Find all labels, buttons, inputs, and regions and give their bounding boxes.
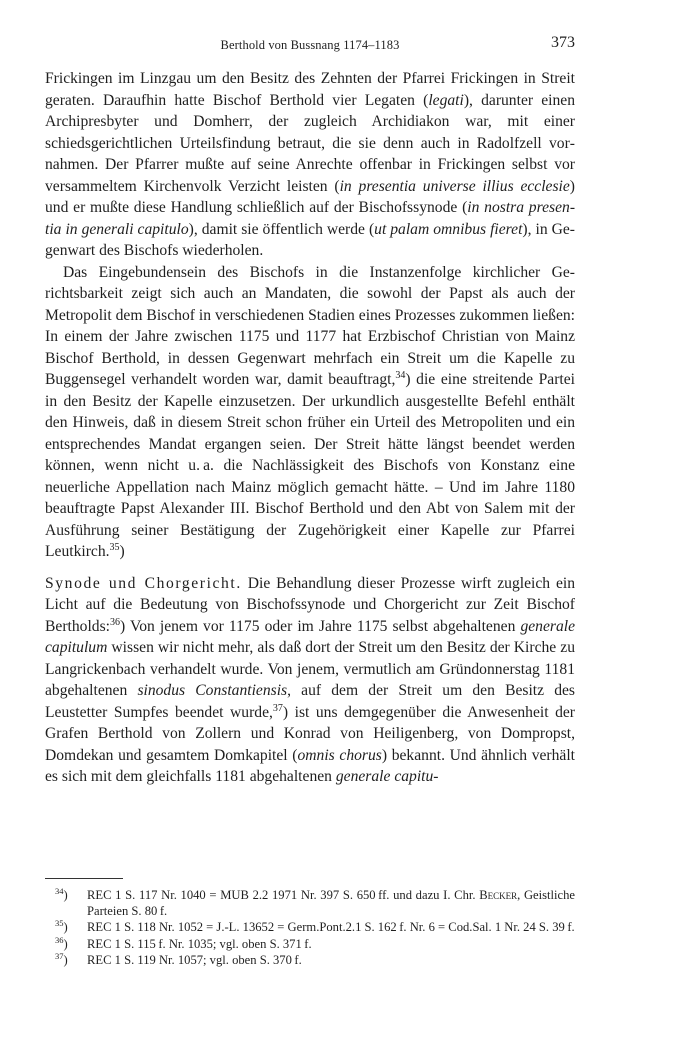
text-run: ) die eine streitende Partei in den Besitz der Kapelle einzusetzen. Der urkundlich ausgestellte Befehl enthält den Hinweis, daß in diesem Streit schon früher ein Urteil des Metropoliten und ein entsprechendes Mandat ergangen seien. Der Streit hätte längst beendet werden können, wenn nicht u. a. die Nachlässigkeit des Bischofs von Konstanz eine neuerliche Appellation nach Mainz möglich gemacht hätte. – Und im Jahre 1180 beauftragte Papst Alexander III. Bischof Berthold und den Abt von Salem mit der Ausführung seiner Bestätigung der Zugehörigkeit einer Kapelle zur Pfarrei Leutkirch. xyxy=(45,371,575,560)
text-run: ), in Gegenwart des Bischofs wiederholen. xyxy=(45,220,575,259)
page-header xyxy=(45,34,575,58)
text-run: , auf dem der Streit um den Besitz des Leustetter Sumpfes beendet wurde, xyxy=(45,682,576,721)
footnote-marker: $^{35}$) xyxy=(55,918,68,935)
footnotes xyxy=(45,887,575,968)
latin-quote: omnis chorus xyxy=(297,746,382,764)
footnote-text: REC 1 S. 118 Nr. 1052 = J.-L. 13652 = Germ.Pont.2.1 S. 162 f. Nr. 6 = Cod.Sal. 1 Nr. 24 S. 39 f. xyxy=(87,920,575,935)
text-run: ) ist uns demgegenüber die Anwesenheit der Grafen Berthold von Zollern und Konrad von Heiligenberg, von Dompropst, Domdekan und gesamtem Domkapitel ( xyxy=(45,703,575,764)
footnote-36 xyxy=(45,936,575,952)
footnote-number: 35 xyxy=(55,918,64,929)
latin-quote: generale capitulum xyxy=(45,617,575,656)
text-run: Frickingen im Linzgau um den Besitz des Zehnten der Pfarrei Frickingen in Streit geraten. Daraufhin hatte Bischof Berthold vier Legaten ( xyxy=(45,70,575,109)
latin-quote: generale capitu- xyxy=(335,768,439,785)
footnote-ref-35[interactable]: 35 xyxy=(109,542,120,553)
text-run: ) bekannt. Und ähnlich verhält es sich mit dem gleichfalls 1181 abgehaltenen xyxy=(45,746,575,785)
running-head: Berthold von Bussnang 1174–1183 xyxy=(220,38,400,52)
footnote-text: REC 1 S. 117 Nr. 1040 = MUB 2.2 1971 Nr. 397 S. 650 ff. und dazu I. Chr. xyxy=(87,888,480,902)
footnote-34 xyxy=(45,887,575,919)
footnote-text: REC 1 S. 119 Nr. 1057; vgl. oben S. 370 f. xyxy=(87,952,302,967)
footnote-35 xyxy=(45,919,575,935)
page-number: 373 xyxy=(551,34,575,51)
footnote-ref-36[interactable]: 36 xyxy=(109,616,120,628)
footnote-divider xyxy=(45,878,123,879)
footnote-marker: $^{36}$) xyxy=(55,934,68,951)
footnote-ref-37[interactable]: 37 xyxy=(272,702,283,714)
footnote-number: 34 xyxy=(55,886,64,896)
paragraph-1 xyxy=(45,68,575,262)
footnote-marker: $^{34}$) xyxy=(55,886,68,902)
text-run: ), darunter einen Archipresbyter und Domherr, der zugleich Archidiakon war, mit einer schiedsgerichtlichen Urteilsfindung betraut, die sie denn auch in Radolfzell vornahmen. Der Pfarrer mußte auf seine Anrechte offenbar in Frickingen selbst vor versammeltem Kirchenvolk Verzicht leisten ( xyxy=(45,91,576,195)
footnote-37 xyxy=(45,952,575,968)
footnote-text: REC 1 S. 115 f. Nr. 1035; vgl. oben S. 371 f. xyxy=(87,936,312,951)
text-run: Das Eingebundensein des Bischofs in die Instanzenfolge kirchlicher Gerichtsbarkeit zeigt sich auch an Mandaten, die sowohl der Papst als auch der Metropolit dem Bischof in verschiedenen Stadien eines Prozesses zukommen ließen: In einem der Jahre zwischen 1175 und 1177 hat Erzbischof Christian von Mainz Bischof Berthold, in dessen Gegenwart mehrfach ein Streit um die Kapelle zu Buggensegel verhandelt worden war, damit beauftragt, xyxy=(45,263,575,388)
text-run: wissen wir nicht mehr, als daß dort der Streit um den Besitz der Kirche zu Langrickenbach verhandelt wurde. Von jenem, vermutlich am Gründonnerstag 1181 abgehaltenen xyxy=(45,639,575,699)
main-text xyxy=(45,68,575,788)
latin-quote: in nostra presentia in generali capitulo xyxy=(45,199,576,238)
text-run: ) xyxy=(119,543,125,560)
footnote-marker: $^{37}$) xyxy=(55,950,68,967)
text-run: ), damit sie öffentlich werde ( xyxy=(188,220,375,238)
footnote-text: , Geistliche Parteien S. 80 f. xyxy=(87,888,576,919)
text-run: ) und er mußte diese Handlung schließlich auf der Bischofssynode ( xyxy=(45,177,575,216)
latin-quote: ut palam omnibus fieret xyxy=(374,220,523,238)
footnote-number: 37 xyxy=(55,950,64,961)
footnote-author: Becker xyxy=(479,888,518,902)
paragraph-3 xyxy=(45,573,575,788)
footnote-ref-34[interactable]: 34 xyxy=(395,370,406,381)
latin-quote: legati xyxy=(428,91,464,109)
section-heading: Synode und Chorgericht. xyxy=(45,574,242,592)
latin-quote: in presentia universe illius ecclesie xyxy=(339,177,570,195)
text-run: Die Behandlung dieser Prozesse wirft zugleich ein Licht auf die Bedeutung von Bischofssynode und Chorgericht zur Zeit Bischof Bertholds: xyxy=(45,574,576,635)
paragraph-2 xyxy=(45,262,575,563)
latin-quote: sinodus Constantiensis xyxy=(137,682,288,699)
footnote-number: 36 xyxy=(55,934,64,945)
text-run: ) Von jenem vor 1175 oder im Jahre 1175 selbst abgehaltenen xyxy=(119,617,521,635)
